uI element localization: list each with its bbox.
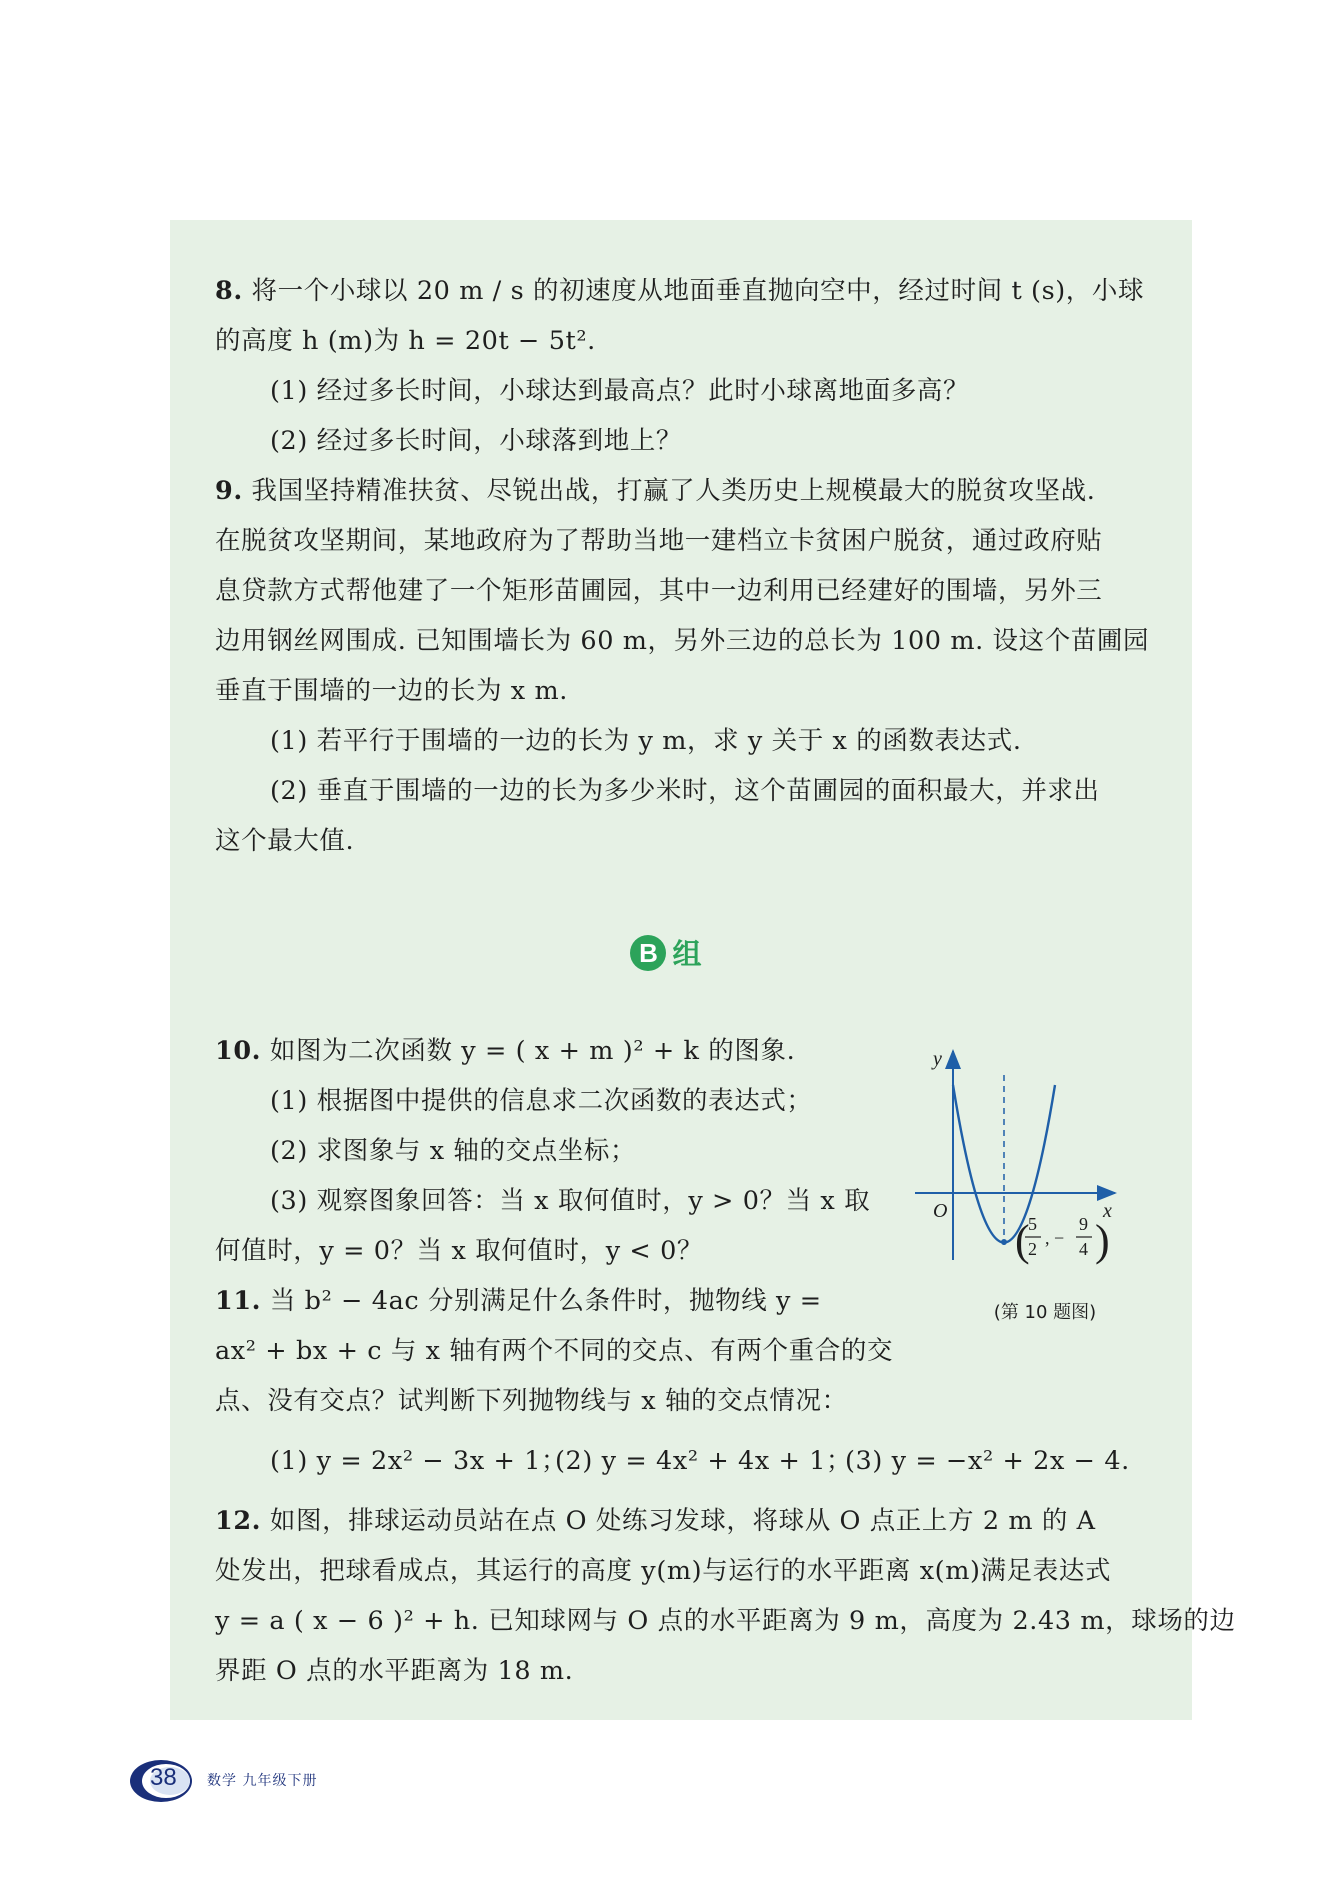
x-axis-label: x: [1103, 1200, 1112, 1222]
q9-line5: 垂直于围墙的一边的长为 x m.: [215, 676, 568, 706]
q10-sub2: (2) 求图象与 x 轴的交点坐标；: [270, 1136, 637, 1166]
q11-opt2: (2) y = 4x² + 4x + 1；: [555, 1446, 853, 1476]
q11-number: 11.: [215, 1286, 262, 1316]
q12-line3: y = a ( x − 6 )² + h. 已知球网与 O 点的水平距离为 9 m，高度为 2.43 m，球场的边: [215, 1606, 1236, 1636]
parabola-figure: [915, 1045, 1155, 1275]
q12-number: 12.: [215, 1506, 262, 1536]
q9-sub1: (1) 若平行于围墙的一边的长为 y m，求 y 关于 x 的函数表达式.: [270, 726, 1022, 756]
q9-line2: 在脱贫攻坚期间，某地政府为了帮助当地一建档立卡贫困户脱贫，通过政府贴: [215, 526, 1103, 556]
vertex-separator: , −: [1045, 1228, 1065, 1248]
vertex-y-num: 9: [1079, 1214, 1088, 1234]
q9-line4: 边用钢丝网围成. 已知围墙长为 60 m，另外三边的总长为 100 m. 设这个苗圃园: [215, 626, 1150, 656]
y-axis-label: y: [933, 1048, 942, 1070]
q10-number: 10.: [215, 1036, 262, 1066]
q9-line1: [215, 474, 1095, 508]
figure-caption: (第 10 题图): [993, 1302, 1097, 1323]
q11-line3: 点、没有交点？试判断下列抛物线与 x 轴的交点情况：: [215, 1386, 848, 1416]
page-number: 38: [150, 1764, 177, 1791]
q11-text1: 当 b² − 4ac 分别满足什么条件时，抛物线 y =: [261, 1286, 822, 1316]
origin-label: O: [933, 1200, 948, 1222]
q9-sub2b: 这个最大值.: [215, 826, 355, 856]
q10-line1: [215, 1034, 795, 1068]
q11-line2: ax² + bx + c 与 x 轴有两个不同的交点、有两个重合的交: [215, 1336, 894, 1366]
q10-text1: 如图为二次函数 y = ( x + m )² + k 的图象.: [261, 1036, 796, 1066]
group-badge-icon: B: [630, 935, 666, 971]
q8-line1: [215, 274, 1144, 308]
q12-line1: [215, 1504, 1096, 1538]
q9-line3: 息贷款方式帮他建了一个矩形苗圃园，其中一边利用已经建好的围墙，另外三: [215, 576, 1103, 606]
q11-opt3: (3) y = −x² + 2x − 4.: [845, 1446, 1130, 1476]
q8-line2: 的高度 h (m)为 h = 20t − 5t².: [215, 326, 596, 356]
q9-sub2: (2) 垂直于围墙的一边的长为多少米时，这个苗圃园的面积最大，并求出: [270, 776, 1100, 806]
vertex-y-den: 4: [1079, 1239, 1088, 1259]
q10-sub3b: 何值时，y = 0？当 x 取何值时，y < 0？: [215, 1236, 704, 1266]
q12-line2: 处发出，把球看成点，其运行的高度 y(m)与运行的水平距离 x(m)满足表达式: [215, 1556, 1112, 1586]
vertex-x-num: 5: [1028, 1214, 1037, 1234]
vertex-x-den: 2: [1028, 1239, 1037, 1259]
vertex-paren-open: (: [1015, 1216, 1030, 1265]
q9-text1: 我国坚持精准扶贫、尽锐出战，打赢了人类历史上规模最大的脱贫攻坚战.: [242, 476, 1096, 506]
q11-opt1: (1) y = 2x² − 3x + 1；: [270, 1446, 568, 1476]
q8-sub1: (1) 经过多长时间，小球达到最高点？此时小球离地面多高？: [270, 376, 970, 406]
q9-number: 9.: [215, 476, 243, 506]
q8-text1: 将一个小球以 20 m / s 的初速度从地面垂直抛向空中，经过时间 t (s)，小球: [242, 276, 1145, 306]
book-title: 数学 九年级下册: [207, 1773, 318, 1789]
vertex-paren-close: ): [1095, 1216, 1110, 1265]
q8-sub2: (2) 经过多长时间，小球落到地上？: [270, 426, 683, 456]
q8-number: 8.: [215, 276, 243, 306]
vertex-point: [1001, 1239, 1007, 1245]
q12-text1: 如图，排球运动员站在点 O 处练习发球，将球从 O 点正上方 2 m 的 A: [261, 1506, 1096, 1536]
q11-line1: [215, 1284, 822, 1318]
q10-sub1: (1) 根据图中提供的信息求二次函数的表达式；: [270, 1086, 813, 1116]
q10-sub3: (3) 观察图象回答：当 x 取何值时，y > 0？当 x 取: [270, 1186, 871, 1216]
group-b-heading: [0, 932, 1332, 973]
group-label: 组: [672, 937, 702, 971]
q12-line4: 界距 O 点的水平距离为 18 m.: [215, 1656, 574, 1686]
